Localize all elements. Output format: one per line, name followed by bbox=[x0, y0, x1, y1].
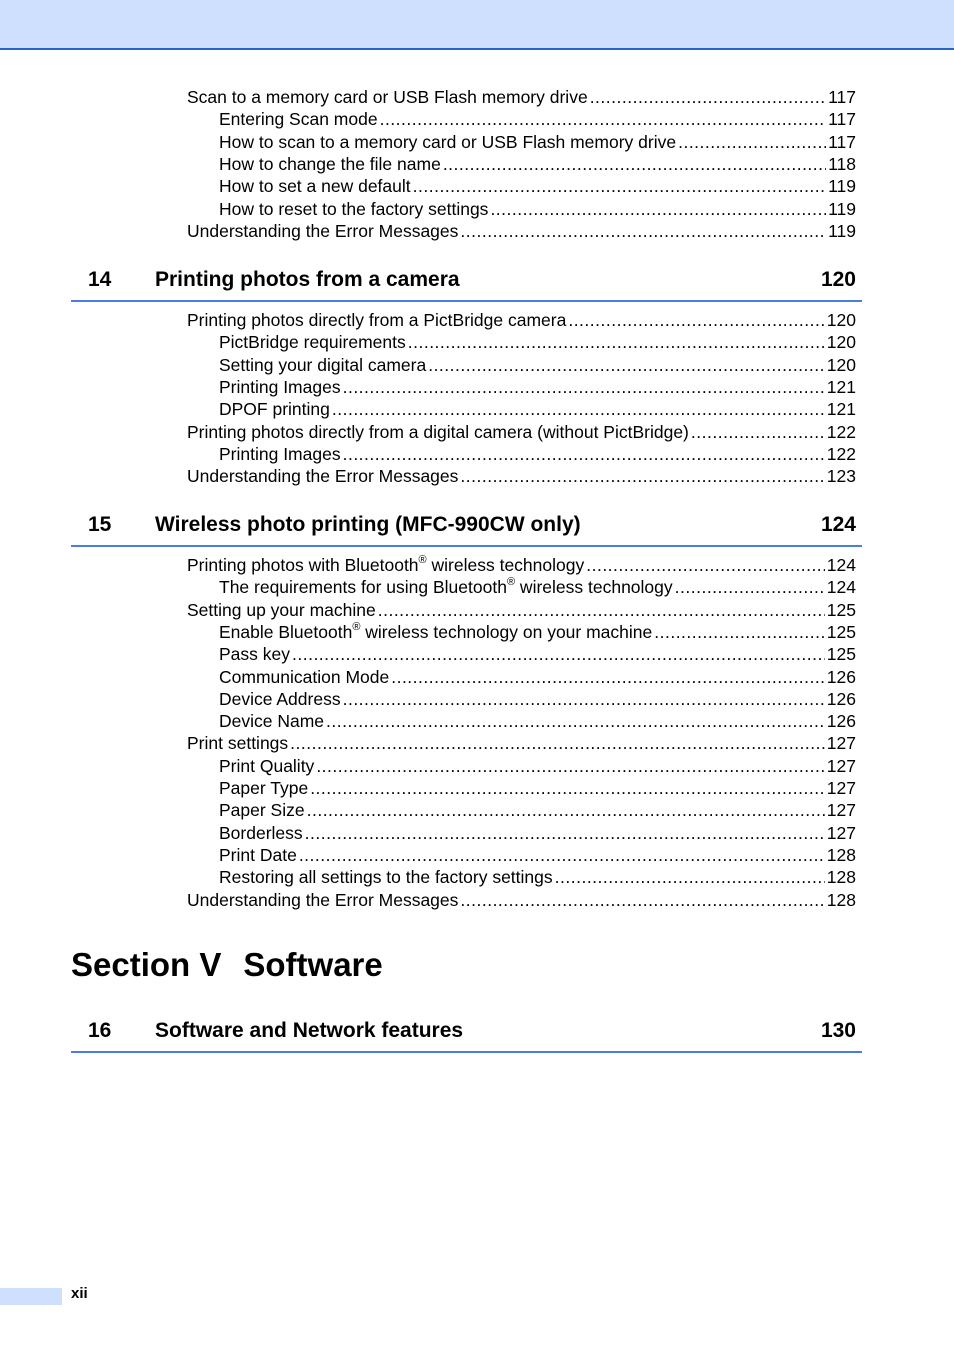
toc-entry-title: Setting your digital camera bbox=[219, 354, 427, 375]
footer-page-number: xii bbox=[71, 1285, 88, 1302]
toc-entry[interactable] bbox=[219, 688, 856, 710]
toc-entry-title: Enable Bluetooth® wireless technology on your machine bbox=[219, 621, 653, 642]
toc-entry-title: Print Date bbox=[219, 844, 297, 865]
toc-entry[interactable] bbox=[219, 755, 856, 777]
dot-leader bbox=[586, 554, 825, 576]
toc-entry-title: The requirements for using Bluetooth® wireless technology bbox=[219, 576, 673, 598]
toc-entry[interactable] bbox=[219, 175, 856, 197]
dot-leader bbox=[343, 688, 825, 710]
registered-mark: ® bbox=[352, 621, 361, 634]
toc-entry-page: 121 bbox=[826, 399, 856, 420]
registered-mark: ® bbox=[506, 576, 516, 589]
toc-entry[interactable] bbox=[219, 777, 856, 799]
toc-entry-page: 124 bbox=[826, 555, 856, 575]
toc-entry[interactable] bbox=[187, 220, 856, 242]
dot-leader bbox=[316, 755, 824, 777]
toc-entry-title: Printing Images bbox=[219, 443, 341, 464]
toc-entry-title: Device Name bbox=[219, 711, 325, 732]
toc-entry-page: 125 bbox=[826, 621, 856, 642]
dot-leader bbox=[654, 621, 825, 643]
toc-entry-page: 120 bbox=[826, 354, 856, 375]
dot-leader bbox=[332, 398, 825, 420]
toc-entry-title: Device Address bbox=[219, 688, 341, 709]
toc-entry[interactable] bbox=[187, 889, 856, 911]
toc-entry-title: How to scan to a memory card or USB Flash memory drive bbox=[219, 131, 677, 152]
toc-entry[interactable] bbox=[187, 86, 856, 108]
section-label: Section V bbox=[71, 946, 222, 983]
toc-entry-title: DPOF printing bbox=[219, 399, 330, 420]
dot-leader bbox=[380, 108, 827, 130]
toc-entry-title: Print Quality bbox=[219, 755, 315, 776]
dot-leader bbox=[413, 175, 826, 197]
dot-leader bbox=[299, 844, 825, 866]
toc-entry[interactable] bbox=[219, 799, 856, 821]
toc-entry-title: Pass key bbox=[219, 644, 290, 665]
toc-entry-page: 128 bbox=[826, 867, 856, 888]
toc-entry-page: 126 bbox=[826, 666, 856, 687]
toc-entry-page: 127 bbox=[826, 822, 856, 843]
toc-entry[interactable] bbox=[219, 153, 856, 175]
dot-leader bbox=[343, 376, 825, 398]
section-heading bbox=[71, 946, 383, 984]
dot-leader bbox=[428, 354, 825, 376]
dot-leader bbox=[460, 465, 824, 487]
toc-entry[interactable] bbox=[219, 621, 856, 643]
toc-entry-page: 127 bbox=[826, 800, 856, 821]
toc-entry-title: Restoring all settings to the factory settings bbox=[219, 867, 553, 888]
toc-entry-title: Printing photos directly from a digital camera (without PictBridge) bbox=[187, 421, 689, 442]
toc-entry[interactable] bbox=[219, 666, 856, 688]
toc-entry[interactable] bbox=[219, 710, 856, 732]
chapter-15-heading[interactable] bbox=[71, 509, 862, 547]
toc-entry[interactable] bbox=[219, 844, 856, 866]
dot-leader bbox=[290, 732, 825, 754]
toc-entry-title: Understanding the Error Messages bbox=[187, 889, 459, 910]
toc-entry[interactable] bbox=[219, 576, 856, 598]
dot-leader bbox=[307, 799, 825, 821]
registered-mark: ® bbox=[418, 554, 427, 567]
toc-entry[interactable] bbox=[187, 465, 856, 487]
toc-entry-page: 127 bbox=[826, 778, 856, 798]
toc-entry[interactable] bbox=[187, 421, 856, 443]
toc-entry[interactable] bbox=[187, 309, 856, 331]
chapter-page: 120 bbox=[820, 268, 856, 291]
toc-entry-page: 122 bbox=[826, 443, 856, 464]
toc-entry-page: 119 bbox=[828, 176, 856, 197]
toc-entry[interactable] bbox=[219, 822, 856, 844]
dot-leader bbox=[305, 822, 825, 844]
dot-leader bbox=[555, 866, 825, 888]
dot-leader bbox=[675, 576, 825, 598]
chapter-page: 124 bbox=[820, 513, 856, 536]
toc-entry-page: 126 bbox=[826, 688, 856, 709]
toc-entry-title: Borderless bbox=[219, 822, 303, 843]
toc-entry-title: Printing Images bbox=[219, 376, 341, 397]
toc-entry-page: 128 bbox=[826, 844, 856, 865]
chapter-title: Software and Network features bbox=[155, 1019, 464, 1042]
toc-entry-page: 117 bbox=[828, 131, 856, 152]
toc-entry[interactable] bbox=[219, 198, 856, 220]
footer-tab bbox=[0, 1288, 62, 1305]
dot-leader bbox=[590, 86, 826, 108]
toc-entry[interactable] bbox=[219, 643, 856, 665]
dot-leader bbox=[568, 309, 824, 331]
dot-leader bbox=[678, 131, 826, 153]
toc-entry-title: Paper Type bbox=[219, 778, 309, 798]
toc-entry-page: 120 bbox=[826, 310, 856, 330]
toc-entry-title: Printing photos with Bluetooth® wireless technology bbox=[187, 554, 585, 575]
section-name: Software bbox=[243, 946, 383, 983]
toc-entry[interactable] bbox=[219, 443, 856, 465]
toc-entry-title: Understanding the Error Messages bbox=[187, 220, 459, 241]
toc-entry-title: Communication Mode bbox=[219, 666, 390, 687]
toc-entry[interactable] bbox=[187, 599, 856, 621]
dot-leader bbox=[326, 710, 825, 732]
toc-entry-page: 120 bbox=[826, 332, 856, 353]
toc-entry-title: Understanding the Error Messages bbox=[187, 466, 459, 487]
toc-entry-page: 119 bbox=[828, 198, 856, 219]
header-band bbox=[0, 0, 954, 50]
toc-entry-title: PictBridge requirements bbox=[219, 332, 406, 353]
chapter-number: 14 bbox=[88, 268, 112, 291]
toc-entry[interactable] bbox=[187, 554, 856, 576]
chapter-title: Printing photos from a camera bbox=[155, 268, 460, 291]
toc-entry[interactable] bbox=[187, 732, 856, 754]
toc-entry-page: 121 bbox=[826, 376, 856, 397]
toc-entry-page: 124 bbox=[826, 577, 856, 598]
chapter-14-heading[interactable] bbox=[71, 264, 862, 302]
toc-entry-title: Printing photos directly from a PictBridge camera bbox=[187, 310, 567, 330]
toc-entry-page: 128 bbox=[826, 889, 856, 910]
toc-entry-title: How to change the file name bbox=[219, 153, 441, 174]
toc-entry-title: How to set a new default bbox=[219, 176, 411, 197]
dot-leader bbox=[378, 599, 825, 621]
dot-leader bbox=[310, 777, 825, 799]
chapter-page: 130 bbox=[820, 1019, 856, 1042]
dot-leader bbox=[391, 666, 825, 688]
toc-entry-page: 123 bbox=[826, 466, 856, 487]
toc-entry[interactable] bbox=[219, 354, 856, 376]
dot-leader bbox=[691, 421, 825, 443]
toc-entry-page: 117 bbox=[828, 109, 856, 130]
toc-entry[interactable] bbox=[219, 331, 856, 353]
dot-leader bbox=[460, 889, 824, 911]
chapter-title: Wireless photo printing (MFC-990CW only) bbox=[155, 513, 581, 536]
dot-leader bbox=[460, 220, 826, 242]
toc-entry-title: Scan to a memory card or USB Flash memory drive bbox=[187, 87, 588, 107]
dot-leader bbox=[408, 331, 825, 353]
toc-entry-page: 127 bbox=[826, 755, 856, 776]
dot-leader bbox=[343, 443, 825, 465]
toc-entry[interactable] bbox=[219, 108, 856, 130]
dot-leader bbox=[490, 198, 826, 220]
toc-entry-title: Print settings bbox=[187, 733, 289, 754]
toc-entry-page: 118 bbox=[828, 153, 856, 174]
toc-entry-page: 119 bbox=[828, 220, 856, 241]
chapter-number: 15 bbox=[88, 513, 112, 536]
toc-entry-title: Paper Size bbox=[219, 800, 305, 821]
chapter-16-heading[interactable] bbox=[71, 1015, 862, 1053]
toc-entry[interactable] bbox=[219, 376, 856, 398]
toc-entry-page: 117 bbox=[828, 87, 856, 107]
toc-entry[interactable] bbox=[219, 866, 856, 888]
dot-leader bbox=[292, 643, 825, 665]
toc-entry-title: How to reset to the factory settings bbox=[219, 198, 489, 219]
chapter-number: 16 bbox=[88, 1019, 112, 1042]
toc-entry[interactable] bbox=[219, 398, 856, 420]
toc-entry-page: 122 bbox=[826, 421, 856, 442]
toc-entry-title: Setting up your machine bbox=[187, 599, 376, 620]
toc-entry-page: 126 bbox=[826, 711, 856, 732]
toc-entry[interactable] bbox=[219, 131, 856, 153]
toc-entry-page: 125 bbox=[826, 644, 856, 665]
toc-entry-title: Entering Scan mode bbox=[219, 109, 378, 130]
dot-leader bbox=[443, 153, 826, 175]
toc-entry-page: 127 bbox=[826, 733, 856, 754]
toc-entry-page: 125 bbox=[826, 599, 856, 620]
